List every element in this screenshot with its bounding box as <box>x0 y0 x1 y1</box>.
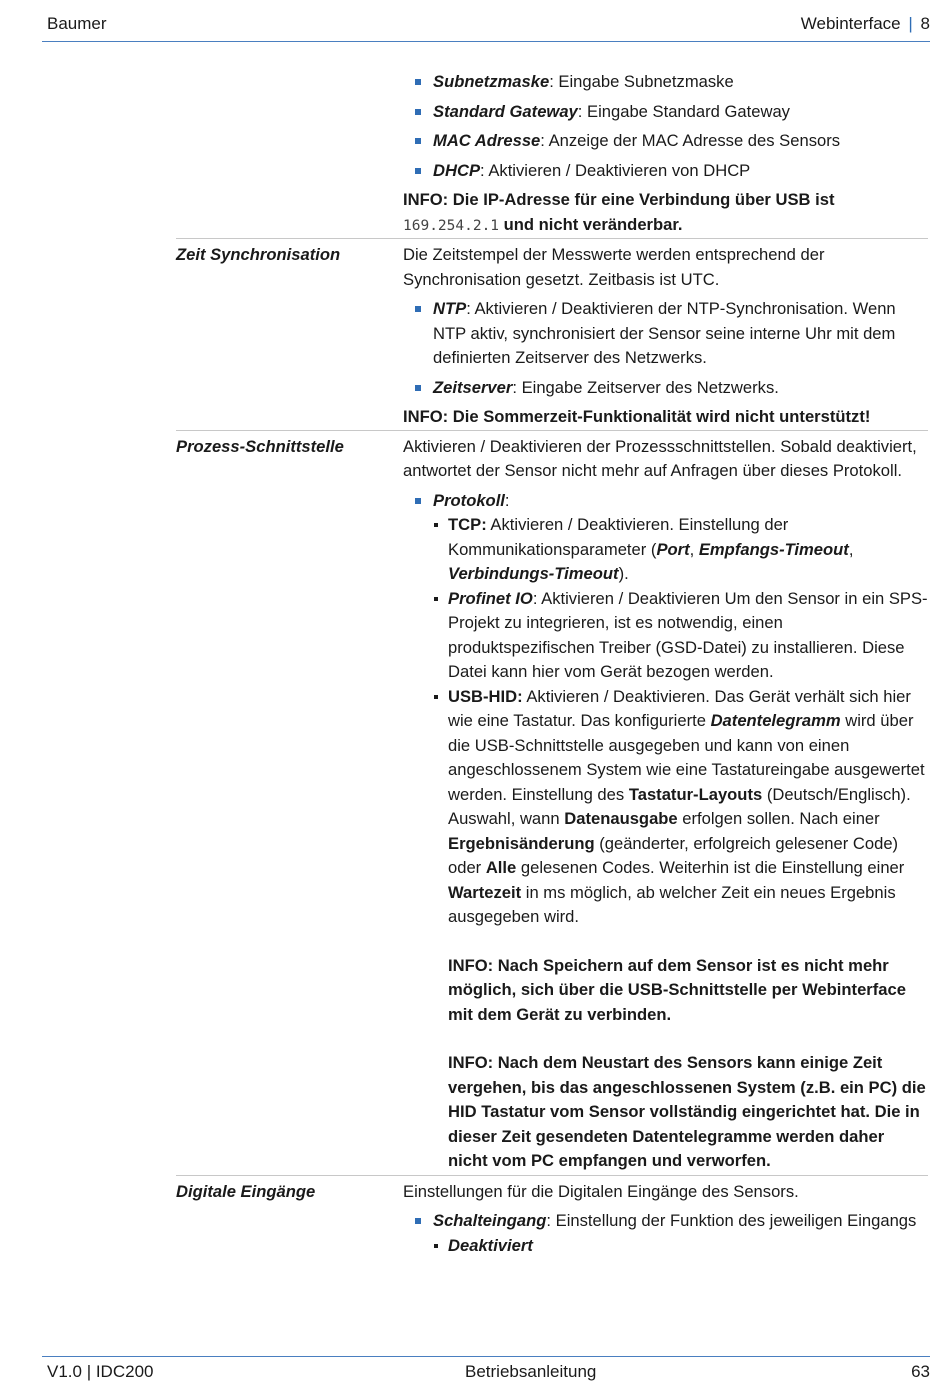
term-alle: Alle <box>485 858 517 877</box>
info-usb-ip <box>403 188 928 238</box>
zeit-row <box>0 239 950 430</box>
item-text: : Eingabe Zeitserver des Netzwerks. <box>512 377 779 397</box>
item-text: : Aktivieren / Deaktivieren Um den Sensor in ein SPS-Projekt zu integrieren, ist es notwendig, einen produktspezifischen Treiber (GSD-Datei) zu installieren. Diese Datei kann hier vom Gerät bezogen werden. <box>448 588 928 681</box>
item-term: DHCP <box>433 160 481 180</box>
network-list <box>403 70 928 183</box>
term-tastatur-layouts: Tastatur-Layouts <box>628 784 763 804</box>
footer-doc-type: Betriebsanleitung <box>465 1362 597 1381</box>
item-term: Deaktiviert <box>448 1235 533 1255</box>
header-separator: | <box>908 14 913 33</box>
header-chapter: 8 <box>920 14 930 33</box>
list-item <box>403 489 928 1174</box>
header-section <box>801 14 930 34</box>
item-term: Profinet IO <box>448 588 533 608</box>
document-body <box>0 70 950 1263</box>
item-text: : Anzeige der MAC Adresse des Sensors <box>540 131 841 150</box>
term-datenausgabe: Datenausgabe <box>564 809 678 828</box>
row-term: Digitale Eingänge <box>176 1181 316 1201</box>
item-term: Zeitserver <box>433 377 513 397</box>
item-text: , <box>689 539 699 559</box>
list-item <box>403 297 928 371</box>
item-text: : Eingabe Subnetzmaske <box>549 72 734 91</box>
item-term: TCP: <box>448 515 487 534</box>
ip-address: 169.254.2.1 <box>403 217 500 234</box>
header-section-title: Webinterface <box>800 14 901 33</box>
item-text: in ms möglich, ab welcher Zeit ein neues Ergebnis ausgegeben wird. <box>448 882 896 926</box>
header-brand: Baumer <box>47 14 107 33</box>
term-wartezeit: Wartezeit <box>448 882 522 902</box>
item-term: NTP <box>433 299 467 318</box>
page-number: 63 <box>911 1362 930 1381</box>
item-text: gelesenen Codes. Weiterhin ist die Einstellung einer <box>516 858 905 877</box>
header-rule <box>42 41 930 42</box>
sublist-item-deaktiviert <box>433 1234 928 1259</box>
item-text: Aktivieren / Deaktivieren. Das Gerät verhält sich hier wie eine Tastatur. Das konfigurierte <box>448 686 911 730</box>
item-text: ). <box>618 564 629 583</box>
param-port: Port <box>656 539 690 559</box>
sublist-item-tcp <box>433 513 928 587</box>
item-text: erfolgen sollen. Nach einer <box>677 809 880 828</box>
info-usb-save: INFO: Nach Speichern auf dem Sensor ist es nicht mehr möglich, sich über die USB-Schnittstelle per Webinterface mit dem Gerät zu verbinden. <box>448 955 906 1024</box>
list-item <box>403 1209 928 1258</box>
param-empfangs-timeout: Empfangs-Timeout <box>698 539 849 559</box>
page-footer <box>47 1362 930 1386</box>
row-term: Prozess-Schnittstelle <box>176 436 344 456</box>
item-text: (Deutsch/Englisch). Auswahl, wann <box>448 784 911 828</box>
row-description: Die Zeitstempel der Messwerte werden entsprechend der Synchronisation gesetzt. Zeitbasis ist UTC. <box>403 245 825 289</box>
item-text: : Eingabe Standard Gateway <box>577 101 790 121</box>
item-text: : Aktivieren / Deaktivieren der NTP-Synchronisation. Wenn NTP aktiv, synchronisiert der Sensor seine interne Uhr mit dem definierten Zeitserver des Netzwerks. <box>433 299 896 367</box>
info-text-end: und nicht veränderbar. <box>499 214 683 234</box>
list-item <box>403 129 928 154</box>
list-item <box>403 376 928 401</box>
protocol-sublist <box>433 513 928 1174</box>
item-text: , <box>848 539 854 559</box>
item-colon: : <box>504 490 510 510</box>
spacer <box>448 930 928 954</box>
info-text: INFO: Die IP-Adresse für eine Verbindung über USB ist <box>403 190 835 209</box>
footer-rule <box>42 1356 930 1357</box>
info-restart: INFO: Nach dem Neustart des Sensors kann einige Zeit vergehen, bis das angeschlossenen System (z.B. ein PC) die HID Tastatur vom Sensor vollständig eingerichtet hat. Die in dieser Zeit gesendeten Datentelegramme werden daher nicht vom PC empfangen und verworfen. <box>448 1053 926 1170</box>
item-text: wird über die USB-Schnittstelle ausgegeben und kann von einen angeschlossenem System wie eine Tastatureingabe ausgewertet werden. Einstellung des <box>448 711 925 804</box>
term-datentelegramm: Datentelegramm <box>710 711 841 730</box>
item-term: Standard Gateway <box>433 101 578 121</box>
zeit-list <box>403 297 928 400</box>
item-text: : Einstellung der Funktion des jeweiligen Eingangs <box>546 1211 917 1230</box>
prozess-list <box>403 489 928 1174</box>
item-term: Schalteingang <box>433 1211 547 1230</box>
info-sommerzeit: INFO: Die Sommerzeit-Funktionalität wird nicht unterstützt! <box>403 407 871 426</box>
item-term: MAC Adresse <box>433 131 541 150</box>
schalteingang-sublist <box>433 1234 928 1259</box>
term-ergebnisaenderung: Ergebnisänderung <box>448 833 595 853</box>
list-item <box>403 70 928 95</box>
item-text: Aktivieren / Deaktivieren. Einstellung der Kommunikationsparameter ( <box>448 515 789 559</box>
item-term: Subnetzmaske <box>433 72 550 91</box>
network-row <box>0 70 950 238</box>
spacer <box>448 1027 928 1051</box>
item-text: (geänderter, erfolgreich gelesener Code) oder <box>448 833 899 877</box>
prozess-row <box>0 431 950 1174</box>
footer-version: V1.0 | IDC200 <box>47 1362 154 1381</box>
row-term: Zeit Synchronisation <box>176 245 341 264</box>
item-term: USB-HID: <box>448 686 523 706</box>
digital-list <box>403 1209 928 1258</box>
sublist-item-profinet <box>433 587 928 685</box>
param-verbindungs-timeout: Verbindungs-Timeout <box>448 564 619 583</box>
row-description: Aktivieren / Deaktivieren der Prozessschnittstellen. Sobald deaktiviert, antwortet der Sensor nicht mehr auf Anfragen über dieses Protokoll. <box>403 436 917 480</box>
item-text: : Aktivieren / Deaktivieren von DHCP <box>480 160 751 180</box>
sublist-item-usb-hid <box>433 685 928 1174</box>
list-item <box>403 100 928 125</box>
digital-row <box>0 1176 950 1259</box>
row-description: Einstellungen für die Digitalen Eingänge des Sensors. <box>403 1181 799 1201</box>
list-item <box>403 159 928 184</box>
item-term: Protokoll <box>433 490 505 510</box>
page-header <box>47 14 930 38</box>
